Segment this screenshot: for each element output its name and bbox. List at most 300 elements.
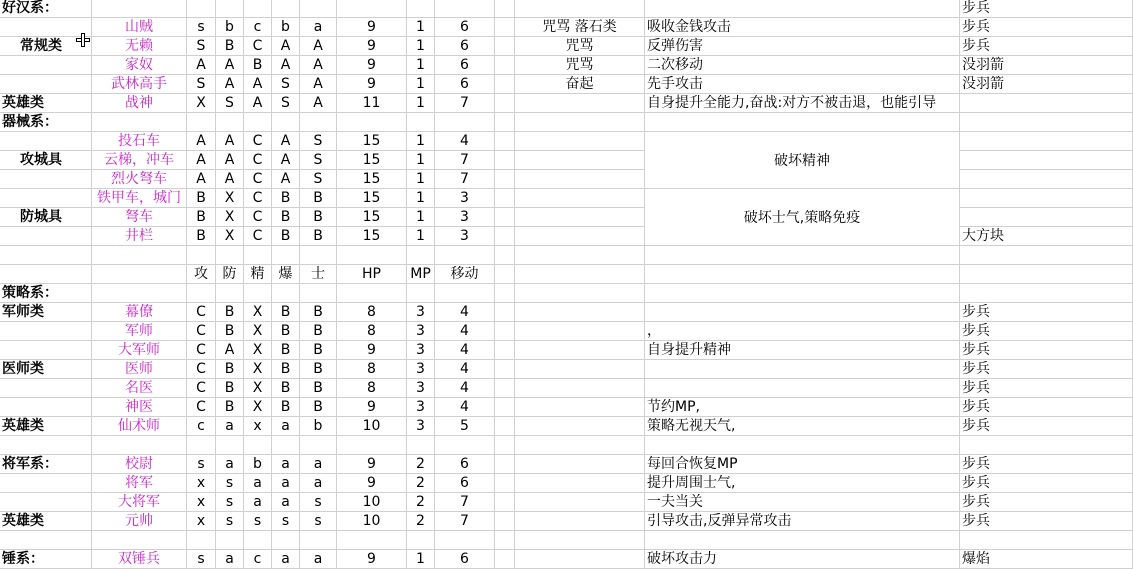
cell-r2-m[interactable]: 1: [407, 37, 435, 56]
cell-r27-i[interactable]: s: [244, 512, 272, 531]
cell-r25-j[interactable]: a: [272, 474, 300, 493]
cell-r28-j[interactable]: [272, 531, 300, 550]
cell-r7-o[interactable]: [495, 132, 515, 151]
cell-r24-l[interactable]: 9: [337, 455, 407, 474]
cell-r5-g[interactable]: X: [187, 94, 216, 113]
cell-r9-n[interactable]: 7: [435, 170, 495, 189]
cell-r17-k[interactable]: B: [300, 322, 337, 341]
cell-r16-o[interactable]: [495, 303, 515, 322]
cell-r14-n[interactable]: 移动: [435, 265, 495, 284]
cell-r29-f[interactable]: 双锤兵: [92, 550, 187, 569]
cell-r19-s[interactable]: 步兵: [960, 360, 1133, 379]
cell-r9-h[interactable]: A: [216, 170, 244, 189]
cell-r18-k[interactable]: B: [300, 341, 337, 360]
cell-r16-q[interactable]: [645, 303, 960, 322]
cell-r28-s[interactable]: [960, 531, 1133, 550]
cell-r17-h[interactable]: B: [216, 322, 244, 341]
cell-r7-k[interactable]: S: [300, 132, 337, 151]
cell-r3-l[interactable]: 9: [337, 56, 407, 75]
cell-r2-i[interactable]: C: [244, 37, 272, 56]
cell-r6-o[interactable]: [495, 113, 515, 132]
cell-r17-s[interactable]: 步兵: [960, 322, 1133, 341]
cell-r27-g[interactable]: x: [187, 512, 216, 531]
cell-r18-l[interactable]: 9: [337, 341, 407, 360]
cell-r23-l[interactable]: [337, 436, 407, 455]
cell-r9-m[interactable]: 1: [407, 170, 435, 189]
cell-r25-q[interactable]: 提升周围士气,: [645, 474, 960, 493]
cell-r3-i[interactable]: B: [244, 56, 272, 75]
cell-r27-q[interactable]: 引导攻击,反弹异常攻击: [645, 512, 960, 531]
cell-r11-m[interactable]: 1: [407, 208, 435, 227]
cell-r26-i[interactable]: a: [244, 493, 272, 512]
cell-r9-p[interactable]: [515, 170, 645, 189]
cell-r10-i[interactable]: C: [244, 189, 272, 208]
cell-r1-i[interactable]: c: [244, 18, 272, 37]
cell-r10-n[interactable]: 3: [435, 189, 495, 208]
cell-r21-i[interactable]: X: [244, 398, 272, 417]
cell-r19-i[interactable]: X: [244, 360, 272, 379]
cell-r25-a[interactable]: [0, 474, 92, 493]
cell-r7-j[interactable]: A: [272, 132, 300, 151]
cell-r0-g[interactable]: [187, 0, 216, 18]
cell-r11-h[interactable]: X: [216, 208, 244, 227]
merged-cell-siege-attack[interactable]: 破坏精神: [645, 132, 960, 189]
cell-r5-q[interactable]: 自身提升全能力,奋战:对方不被击退，也能引导: [645, 94, 960, 113]
cell-r26-s[interactable]: 步兵: [960, 493, 1133, 512]
cell-r21-o[interactable]: [495, 398, 515, 417]
cell-r29-q[interactable]: 破坏攻击力: [645, 550, 960, 569]
cell-r2-k[interactable]: A: [300, 37, 337, 56]
cell-r2-l[interactable]: 9: [337, 37, 407, 56]
cell-r5-k[interactable]: A: [300, 94, 337, 113]
cell-r1-g[interactable]: s: [187, 18, 216, 37]
cell-r20-o[interactable]: [495, 379, 515, 398]
cell-r4-i[interactable]: A: [244, 75, 272, 94]
cell-r16-g[interactable]: C: [187, 303, 216, 322]
cell-r10-l[interactable]: 15: [337, 189, 407, 208]
cell-r13-p[interactable]: [515, 246, 645, 265]
cell-r1-s[interactable]: 步兵: [960, 18, 1133, 37]
cell-r24-o[interactable]: [495, 455, 515, 474]
cell-r26-h[interactable]: s: [216, 493, 244, 512]
cell-r13-n[interactable]: [435, 246, 495, 265]
cell-r8-j[interactable]: A: [272, 151, 300, 170]
cell-r3-k[interactable]: A: [300, 56, 337, 75]
cell-r7-i[interactable]: C: [244, 132, 272, 151]
cell-r0-a[interactable]: 好汉系：: [0, 0, 92, 18]
cell-r4-h[interactable]: A: [216, 75, 244, 94]
cell-r1-l[interactable]: 9: [337, 18, 407, 37]
cell-r16-l[interactable]: 8: [337, 303, 407, 322]
cell-r2-o[interactable]: [495, 37, 515, 56]
cell-r2-j[interactable]: A: [272, 37, 300, 56]
cell-r11-g[interactable]: B: [187, 208, 216, 227]
cell-r24-k[interactable]: a: [300, 455, 337, 474]
cell-r24-f[interactable]: 校尉: [92, 455, 187, 474]
cell-r25-f[interactable]: 将军: [92, 474, 187, 493]
cell-r13-s[interactable]: [960, 246, 1133, 265]
cell-r16-j[interactable]: B: [272, 303, 300, 322]
cell-r19-g[interactable]: C: [187, 360, 216, 379]
cell-r14-m[interactable]: MP: [407, 265, 435, 284]
cell-r9-l[interactable]: 15: [337, 170, 407, 189]
cell-r26-n[interactable]: 7: [435, 493, 495, 512]
cell-r11-l[interactable]: 15: [337, 208, 407, 227]
cell-r5-n[interactable]: 7: [435, 94, 495, 113]
cell-r6-i[interactable]: [244, 113, 272, 132]
cell-r5-h[interactable]: S: [216, 94, 244, 113]
cell-r0-f[interactable]: [92, 0, 187, 18]
cell-r27-l[interactable]: 10: [337, 512, 407, 531]
cell-r23-s[interactable]: [960, 436, 1133, 455]
cell-r18-s[interactable]: 步兵: [960, 341, 1133, 360]
cell-r21-l[interactable]: 9: [337, 398, 407, 417]
cell-r5-o[interactable]: [495, 94, 515, 113]
cell-r19-o[interactable]: [495, 360, 515, 379]
cell-r22-k[interactable]: b: [300, 417, 337, 436]
cell-r20-a[interactable]: [0, 379, 92, 398]
cell-r8-g[interactable]: A: [187, 151, 216, 170]
cell-r2-p[interactable]: 咒骂: [515, 37, 645, 56]
cell-r7-p[interactable]: [515, 132, 645, 151]
cell-r8-s[interactable]: [960, 151, 1133, 170]
cell-r20-l[interactable]: 8: [337, 379, 407, 398]
cell-r6-f[interactable]: [92, 113, 187, 132]
cell-r1-q[interactable]: 吸收金钱攻击: [645, 18, 960, 37]
cell-r19-k[interactable]: B: [300, 360, 337, 379]
cell-r14-i[interactable]: 精: [244, 265, 272, 284]
cell-r14-o[interactable]: [495, 265, 515, 284]
cell-r28-l[interactable]: [337, 531, 407, 550]
cell-r16-m[interactable]: 3: [407, 303, 435, 322]
cell-r24-p[interactable]: [515, 455, 645, 474]
cell-r17-f[interactable]: 军师: [92, 322, 187, 341]
cell-r25-l[interactable]: 9: [337, 474, 407, 493]
cell-r12-g[interactable]: B: [187, 227, 216, 246]
cell-r10-m[interactable]: 1: [407, 189, 435, 208]
cell-r7-l[interactable]: 15: [337, 132, 407, 151]
cell-r6-p[interactable]: [515, 113, 645, 132]
cell-r11-k[interactable]: B: [300, 208, 337, 227]
cell-r23-h[interactable]: [216, 436, 244, 455]
cell-r22-l[interactable]: 10: [337, 417, 407, 436]
cell-r25-g[interactable]: x: [187, 474, 216, 493]
cell-r14-h[interactable]: 防: [216, 265, 244, 284]
cell-r18-n[interactable]: 4: [435, 341, 495, 360]
cell-r24-n[interactable]: 6: [435, 455, 495, 474]
cell-r18-a[interactable]: [0, 341, 92, 360]
cell-r22-n[interactable]: 5: [435, 417, 495, 436]
cell-r4-s[interactable]: 没羽箭: [960, 75, 1133, 94]
cell-r25-h[interactable]: s: [216, 474, 244, 493]
cell-r17-g[interactable]: C: [187, 322, 216, 341]
cell-r10-h[interactable]: X: [216, 189, 244, 208]
cell-r4-g[interactable]: S: [187, 75, 216, 94]
cell-r28-f[interactable]: [92, 531, 187, 550]
cell-r22-q[interactable]: 策略无视天气,: [645, 417, 960, 436]
cell-r0-p[interactable]: [515, 0, 645, 18]
cell-r3-s[interactable]: 没羽箭: [960, 56, 1133, 75]
cell-r11-a[interactable]: 防城具: [0, 208, 92, 227]
cell-r25-s[interactable]: 步兵: [960, 474, 1133, 493]
cell-r6-q[interactable]: [645, 113, 960, 132]
cell-r21-h[interactable]: B: [216, 398, 244, 417]
cell-r10-s[interactable]: [960, 189, 1133, 208]
cell-r2-g[interactable]: S: [187, 37, 216, 56]
cell-r16-p[interactable]: [515, 303, 645, 322]
cell-r3-j[interactable]: A: [272, 56, 300, 75]
cell-r0-n[interactable]: [435, 0, 495, 18]
cell-r17-a[interactable]: [0, 322, 92, 341]
cell-r0-s[interactable]: 步兵: [960, 0, 1133, 18]
cell-r29-m[interactable]: 1: [407, 550, 435, 569]
cell-r19-n[interactable]: 4: [435, 360, 495, 379]
cell-r18-f[interactable]: 大军师: [92, 341, 187, 360]
cell-r0-o[interactable]: [495, 0, 515, 18]
cell-r3-o[interactable]: [495, 56, 515, 75]
cell-r16-a[interactable]: 军师类: [0, 303, 92, 322]
cell-r13-j[interactable]: [272, 246, 300, 265]
cell-r20-q[interactable]: [645, 379, 960, 398]
cell-r11-j[interactable]: B: [272, 208, 300, 227]
cell-r20-j[interactable]: B: [272, 379, 300, 398]
cell-r9-k[interactable]: S: [300, 170, 337, 189]
cell-r2-q[interactable]: 反弹伤害: [645, 37, 960, 56]
cell-r19-q[interactable]: [645, 360, 960, 379]
cell-r27-j[interactable]: s: [272, 512, 300, 531]
cell-r3-m[interactable]: 1: [407, 56, 435, 75]
cell-r5-m[interactable]: 1: [407, 94, 435, 113]
cell-r23-a[interactable]: [0, 436, 92, 455]
cell-r19-l[interactable]: 8: [337, 360, 407, 379]
cell-r26-l[interactable]: 10: [337, 493, 407, 512]
cell-r27-h[interactable]: s: [216, 512, 244, 531]
cell-r29-g[interactable]: s: [187, 550, 216, 569]
cell-r29-h[interactable]: a: [216, 550, 244, 569]
cell-r15-p[interactable]: [515, 284, 645, 303]
cell-r17-n[interactable]: 4: [435, 322, 495, 341]
cell-r4-f[interactable]: 武林高手: [92, 75, 187, 94]
cell-r27-m[interactable]: 2: [407, 512, 435, 531]
cell-r11-p[interactable]: [515, 208, 645, 227]
cell-r21-a[interactable]: [0, 398, 92, 417]
cell-r21-s[interactable]: 步兵: [960, 398, 1133, 417]
cell-r1-j[interactable]: b: [272, 18, 300, 37]
cell-r19-a[interactable]: 医师类: [0, 360, 92, 379]
cell-r20-g[interactable]: C: [187, 379, 216, 398]
cell-r27-n[interactable]: 7: [435, 512, 495, 531]
cell-r3-h[interactable]: A: [216, 56, 244, 75]
cell-r17-i[interactable]: X: [244, 322, 272, 341]
cell-r15-l[interactable]: [337, 284, 407, 303]
cell-r7-m[interactable]: 1: [407, 132, 435, 151]
cell-r21-f[interactable]: 神医: [92, 398, 187, 417]
cell-r26-p[interactable]: [515, 493, 645, 512]
cell-r4-n[interactable]: 6: [435, 75, 495, 94]
cell-r23-k[interactable]: [300, 436, 337, 455]
cell-r1-k[interactable]: a: [300, 18, 337, 37]
cell-r26-q[interactable]: 一夫当关: [645, 493, 960, 512]
cell-r4-o[interactable]: [495, 75, 515, 94]
cell-r20-s[interactable]: 步兵: [960, 379, 1133, 398]
cell-r29-k[interactable]: a: [300, 550, 337, 569]
cell-r15-n[interactable]: [435, 284, 495, 303]
cell-r17-l[interactable]: 8: [337, 322, 407, 341]
cell-r4-j[interactable]: S: [272, 75, 300, 94]
cell-r18-j[interactable]: B: [272, 341, 300, 360]
cell-r28-g[interactable]: [187, 531, 216, 550]
cell-r15-a[interactable]: 策略系：: [0, 284, 92, 303]
cell-r22-g[interactable]: c: [187, 417, 216, 436]
cell-r5-s[interactable]: [960, 94, 1133, 113]
cell-r21-n[interactable]: 4: [435, 398, 495, 417]
cell-r13-i[interactable]: [244, 246, 272, 265]
cell-r28-p[interactable]: [515, 531, 645, 550]
cell-r9-f[interactable]: 烈火弩车: [92, 170, 187, 189]
cell-r22-h[interactable]: a: [216, 417, 244, 436]
cell-r26-g[interactable]: x: [187, 493, 216, 512]
cell-r26-m[interactable]: 2: [407, 493, 435, 512]
cell-r5-p[interactable]: [515, 94, 645, 113]
cell-r3-q[interactable]: 二次移动: [645, 56, 960, 75]
cell-r22-j[interactable]: a: [272, 417, 300, 436]
cell-r28-n[interactable]: [435, 531, 495, 550]
cell-r29-p[interactable]: [515, 550, 645, 569]
cell-r21-q[interactable]: 节约MP,: [645, 398, 960, 417]
cell-r6-j[interactable]: [272, 113, 300, 132]
cell-r17-p[interactable]: [515, 322, 645, 341]
cell-r26-k[interactable]: s: [300, 493, 337, 512]
cell-r18-o[interactable]: [495, 341, 515, 360]
cell-r7-g[interactable]: A: [187, 132, 216, 151]
cell-r14-k[interactable]: 士: [300, 265, 337, 284]
cell-r9-g[interactable]: A: [187, 170, 216, 189]
cell-r12-h[interactable]: X: [216, 227, 244, 246]
cell-r12-m[interactable]: 1: [407, 227, 435, 246]
cell-r10-k[interactable]: B: [300, 189, 337, 208]
cell-r11-i[interactable]: C: [244, 208, 272, 227]
cell-r3-n[interactable]: 6: [435, 56, 495, 75]
cell-r3-g[interactable]: A: [187, 56, 216, 75]
cell-r13-k[interactable]: [300, 246, 337, 265]
cell-r0-l[interactable]: [337, 0, 407, 18]
cell-r8-f[interactable]: 云梯，冲车: [92, 151, 187, 170]
cell-r27-s[interactable]: 步兵: [960, 512, 1133, 531]
cell-r16-h[interactable]: B: [216, 303, 244, 322]
cell-r17-q[interactable]: ，: [645, 322, 960, 341]
cell-r7-s[interactable]: [960, 132, 1133, 151]
cell-r15-h[interactable]: [216, 284, 244, 303]
cell-r24-h[interactable]: a: [216, 455, 244, 474]
cell-r24-q[interactable]: 每回合恢复MP: [645, 455, 960, 474]
cell-r14-g[interactable]: 攻: [187, 265, 216, 284]
cell-r26-a[interactable]: [0, 493, 92, 512]
cell-r8-k[interactable]: S: [300, 151, 337, 170]
cell-r21-p[interactable]: [515, 398, 645, 417]
cell-r7-a[interactable]: [0, 132, 92, 151]
cell-r8-a[interactable]: 攻城具: [0, 151, 92, 170]
cell-r27-f[interactable]: 元帅: [92, 512, 187, 531]
cell-r28-k[interactable]: [300, 531, 337, 550]
cell-r12-l[interactable]: 15: [337, 227, 407, 246]
cell-r22-m[interactable]: 3: [407, 417, 435, 436]
cell-r12-j[interactable]: B: [272, 227, 300, 246]
cell-r20-f[interactable]: 名医: [92, 379, 187, 398]
cell-r3-a[interactable]: [0, 56, 92, 75]
cell-r17-m[interactable]: 3: [407, 322, 435, 341]
cell-r13-o[interactable]: [495, 246, 515, 265]
cell-r2-n[interactable]: 6: [435, 37, 495, 56]
cell-r10-g[interactable]: B: [187, 189, 216, 208]
cell-r4-a[interactable]: [0, 75, 92, 94]
cell-r18-p[interactable]: [515, 341, 645, 360]
cell-r0-q[interactable]: [645, 0, 960, 18]
cell-r2-a[interactable]: 常规类: [0, 37, 92, 56]
cell-r23-j[interactable]: [272, 436, 300, 455]
cell-r20-k[interactable]: B: [300, 379, 337, 398]
cell-r8-p[interactable]: [515, 151, 645, 170]
cell-r25-n[interactable]: 6: [435, 474, 495, 493]
cell-r29-l[interactable]: 9: [337, 550, 407, 569]
cell-r1-m[interactable]: 1: [407, 18, 435, 37]
cell-r23-n[interactable]: [435, 436, 495, 455]
cell-r19-m[interactable]: 3: [407, 360, 435, 379]
cell-r26-j[interactable]: a: [272, 493, 300, 512]
cell-r21-j[interactable]: B: [272, 398, 300, 417]
cell-r24-g[interactable]: s: [187, 455, 216, 474]
cell-r23-f[interactable]: [92, 436, 187, 455]
cell-r0-i[interactable]: [244, 0, 272, 18]
cell-r13-m[interactable]: [407, 246, 435, 265]
cell-r29-j[interactable]: a: [272, 550, 300, 569]
cell-r4-p[interactable]: 奋起: [515, 75, 645, 94]
cell-r15-g[interactable]: [187, 284, 216, 303]
cell-r24-a[interactable]: 将军系：: [0, 455, 92, 474]
cell-r8-m[interactable]: 1: [407, 151, 435, 170]
cell-r28-q[interactable]: [645, 531, 960, 550]
cell-r15-k[interactable]: [300, 284, 337, 303]
cell-r13-q[interactable]: [645, 246, 960, 265]
cell-r29-s[interactable]: 爆焰: [960, 550, 1133, 569]
cell-r18-m[interactable]: 3: [407, 341, 435, 360]
cell-r10-o[interactable]: [495, 189, 515, 208]
cell-r0-k[interactable]: [300, 0, 337, 18]
cell-r8-h[interactable]: A: [216, 151, 244, 170]
cell-r22-s[interactable]: 步兵: [960, 417, 1133, 436]
cell-r16-i[interactable]: X: [244, 303, 272, 322]
cell-r18-q[interactable]: 自身提升精神: [645, 341, 960, 360]
cell-r3-f[interactable]: 家奴: [92, 56, 187, 75]
cell-r12-f[interactable]: 井栏: [92, 227, 187, 246]
cell-r12-i[interactable]: C: [244, 227, 272, 246]
cell-r1-o[interactable]: [495, 18, 515, 37]
cell-r29-n[interactable]: 6: [435, 550, 495, 569]
cell-r14-j[interactable]: 爆: [272, 265, 300, 284]
cell-r12-a[interactable]: [0, 227, 92, 246]
cell-r29-o[interactable]: [495, 550, 515, 569]
cell-r15-m[interactable]: [407, 284, 435, 303]
cell-r15-q[interactable]: [645, 284, 960, 303]
cell-r2-s[interactable]: 步兵: [960, 37, 1133, 56]
cell-r13-f[interactable]: [92, 246, 187, 265]
cell-r18-i[interactable]: X: [244, 341, 272, 360]
cell-r22-i[interactable]: x: [244, 417, 272, 436]
cell-r6-m[interactable]: [407, 113, 435, 132]
cell-r5-i[interactable]: A: [244, 94, 272, 113]
cell-r21-k[interactable]: B: [300, 398, 337, 417]
cell-r14-f[interactable]: [92, 265, 187, 284]
cell-r11-f[interactable]: 弩车: [92, 208, 187, 227]
